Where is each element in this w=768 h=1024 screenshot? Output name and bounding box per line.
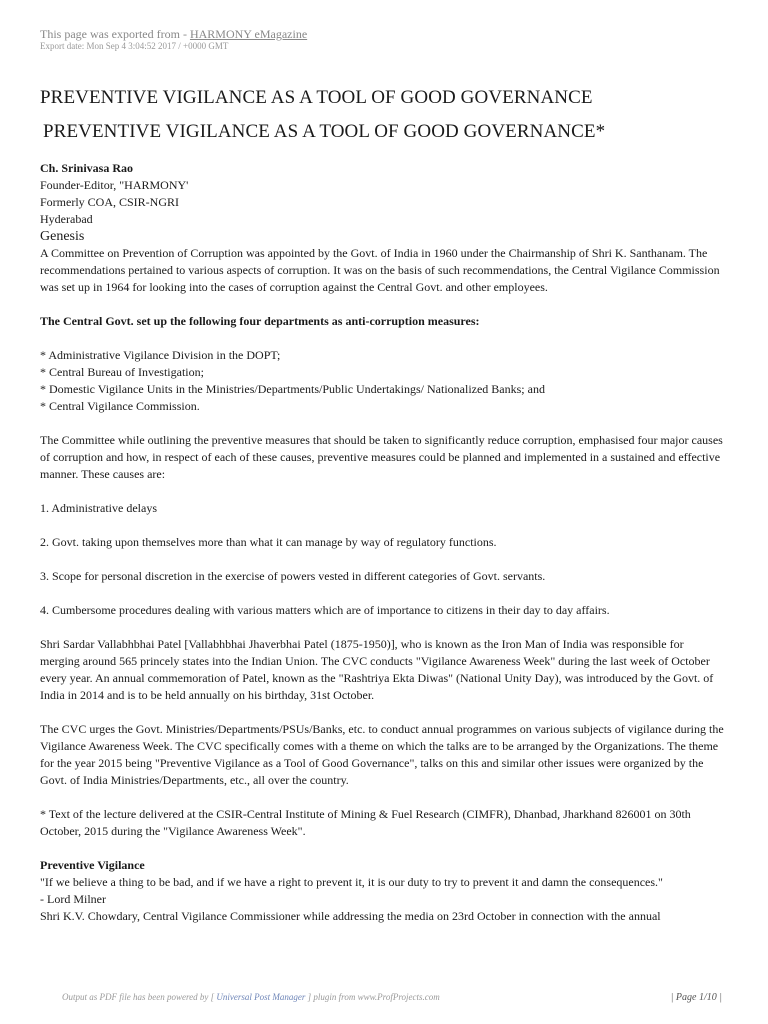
article-title: PREVENTIVE VIGILANCE AS A TOOL OF GOOD GOVERNANCE* — [43, 121, 606, 142]
universal-post-manager-link[interactable]: Universal Post Manager — [216, 992, 306, 1002]
author-role: Founder-Editor, "HARMONY' — [40, 178, 189, 192]
author-city: Hyderabad — [40, 212, 93, 226]
paragraph: The CVC urges the Govt. Ministries/Departments/PSUs/Banks, etc. to conduct annual programmes on various subjects of vigilance during the Vigilance Awareness Week. The CVC specifically comes with a theme on which the talks are to be arranged by the Organizations. The theme for the year 2015 being "Preventive Vigilance as a Tool of Good Governance", talks on this and similar other issues were organized by the Govt. of India Ministries/Departments, etc., all over the country. — [40, 722, 724, 787]
page-title: PREVENTIVE VIGILANCE AS A TOOL OF GOOD GOVERNANCE — [40, 87, 593, 108]
list-item: * Central Bureau of Investigation; — [40, 365, 204, 379]
export-prefix: This page was exported from - — [40, 27, 190, 41]
section-heading-genesis: Genesis — [40, 229, 85, 244]
author-name: Ch. Srinivasa Rao — [40, 161, 134, 175]
pdf-footer — [62, 992, 440, 1002]
article-body — [40, 160, 726, 925]
page-number: | Page 1/10 | — [670, 992, 722, 1003]
list-item: 2. Govt. taking upon themselves more than what it can manage by way of regulatory functions. — [40, 535, 497, 549]
footer-suffix: ] plugin from www.ProfProjects.com — [305, 992, 440, 1002]
list-item: 4. Cumbersome procedures dealing with various matters which are of importance to citizens in their day to day affairs. — [40, 603, 610, 617]
harmony-emagazine-link[interactable]: HARMONY eMagazine — [189, 27, 308, 41]
paragraph: Shri Sardar Vallabhbhai Patel [Vallabhbhai Jhaverbhai Patel (1875-1950)], who is known as the Iron Man of India was responsible for merging around 565 princely states into the Indian Union. The CVC conducts "Vigilance Awareness Week" during the last week of October every year. An annual commemoration of Patel, known as the "Rashtriya Ekta Diwas" (National Unity Day), was introduced by the Govt. of India in 2014 and is to be held annually on his birthday, 31st October. — [40, 637, 714, 702]
list-item: * Administrative Vigilance Division in the DOPT; — [40, 348, 281, 362]
footer-prefix: Output as PDF file has been powered by [ — [62, 992, 217, 1002]
list-item: 3. Scope for personal discretion in the exercise of powers vested in different categories of Govt. servants. — [40, 569, 546, 583]
list-item: * Domestic Vigilance Units in the Ministries/Departments/Public Undertakings/ Nationalized Banks; and — [40, 382, 545, 396]
quote: "If we believe a thing to be bad, and if we have a right to prevent it, it is our duty to try to prevent it and damn the consequences." — [40, 875, 663, 889]
quote-author: - Lord Milner — [40, 892, 106, 906]
author-formerly: Formerly COA, CSIR-NGRI — [40, 195, 180, 209]
export-notice — [40, 27, 307, 42]
list-item: 1. Administrative delays — [40, 501, 157, 515]
paragraph: A Committee on Prevention of Corruption was appointed by the Govt. of India in 1960 under the Chairmanship of Shri K. Santhanam. The recommendations pertained to various aspects of corruption. It was on the basis of such recommendations, the Central Vigilance Commission was set up in 1964 for looking into the cases of corruption against the Central Govt. and other employees. — [40, 246, 720, 294]
export-date: Export date: Mon Sep 4 3:04:52 2017 / +0000 GMT — [40, 41, 229, 51]
paragraph: The Committee while outlining the preventive measures that should be taken to significantly reduce corruption, emphasised four major causes of corruption and how, in respect of each of these causes, preventive measures could be planned and implemented in a sustained and effective manner. These causes are: — [40, 433, 723, 481]
section-heading-preventive-vigilance: Preventive Vigilance — [40, 858, 145, 872]
section-heading-departments: The Central Govt. set up the following four departments as anti-corruption measures: — [40, 314, 480, 328]
footnote: * Text of the lecture delivered at the CSIR-Central Institute of Mining & Fuel Research (CIMFR), Dhanbad, Jharkhand 826001 on 30th October, 2015 during the "Vigilance Awareness Week". — [40, 807, 691, 838]
list-item: * Central Vigilance Commission. — [40, 399, 200, 413]
paragraph: Shri K.V. Chowdary, Central Vigilance Commissioner while addressing the media on 23rd October in connection with the annual — [40, 909, 661, 923]
